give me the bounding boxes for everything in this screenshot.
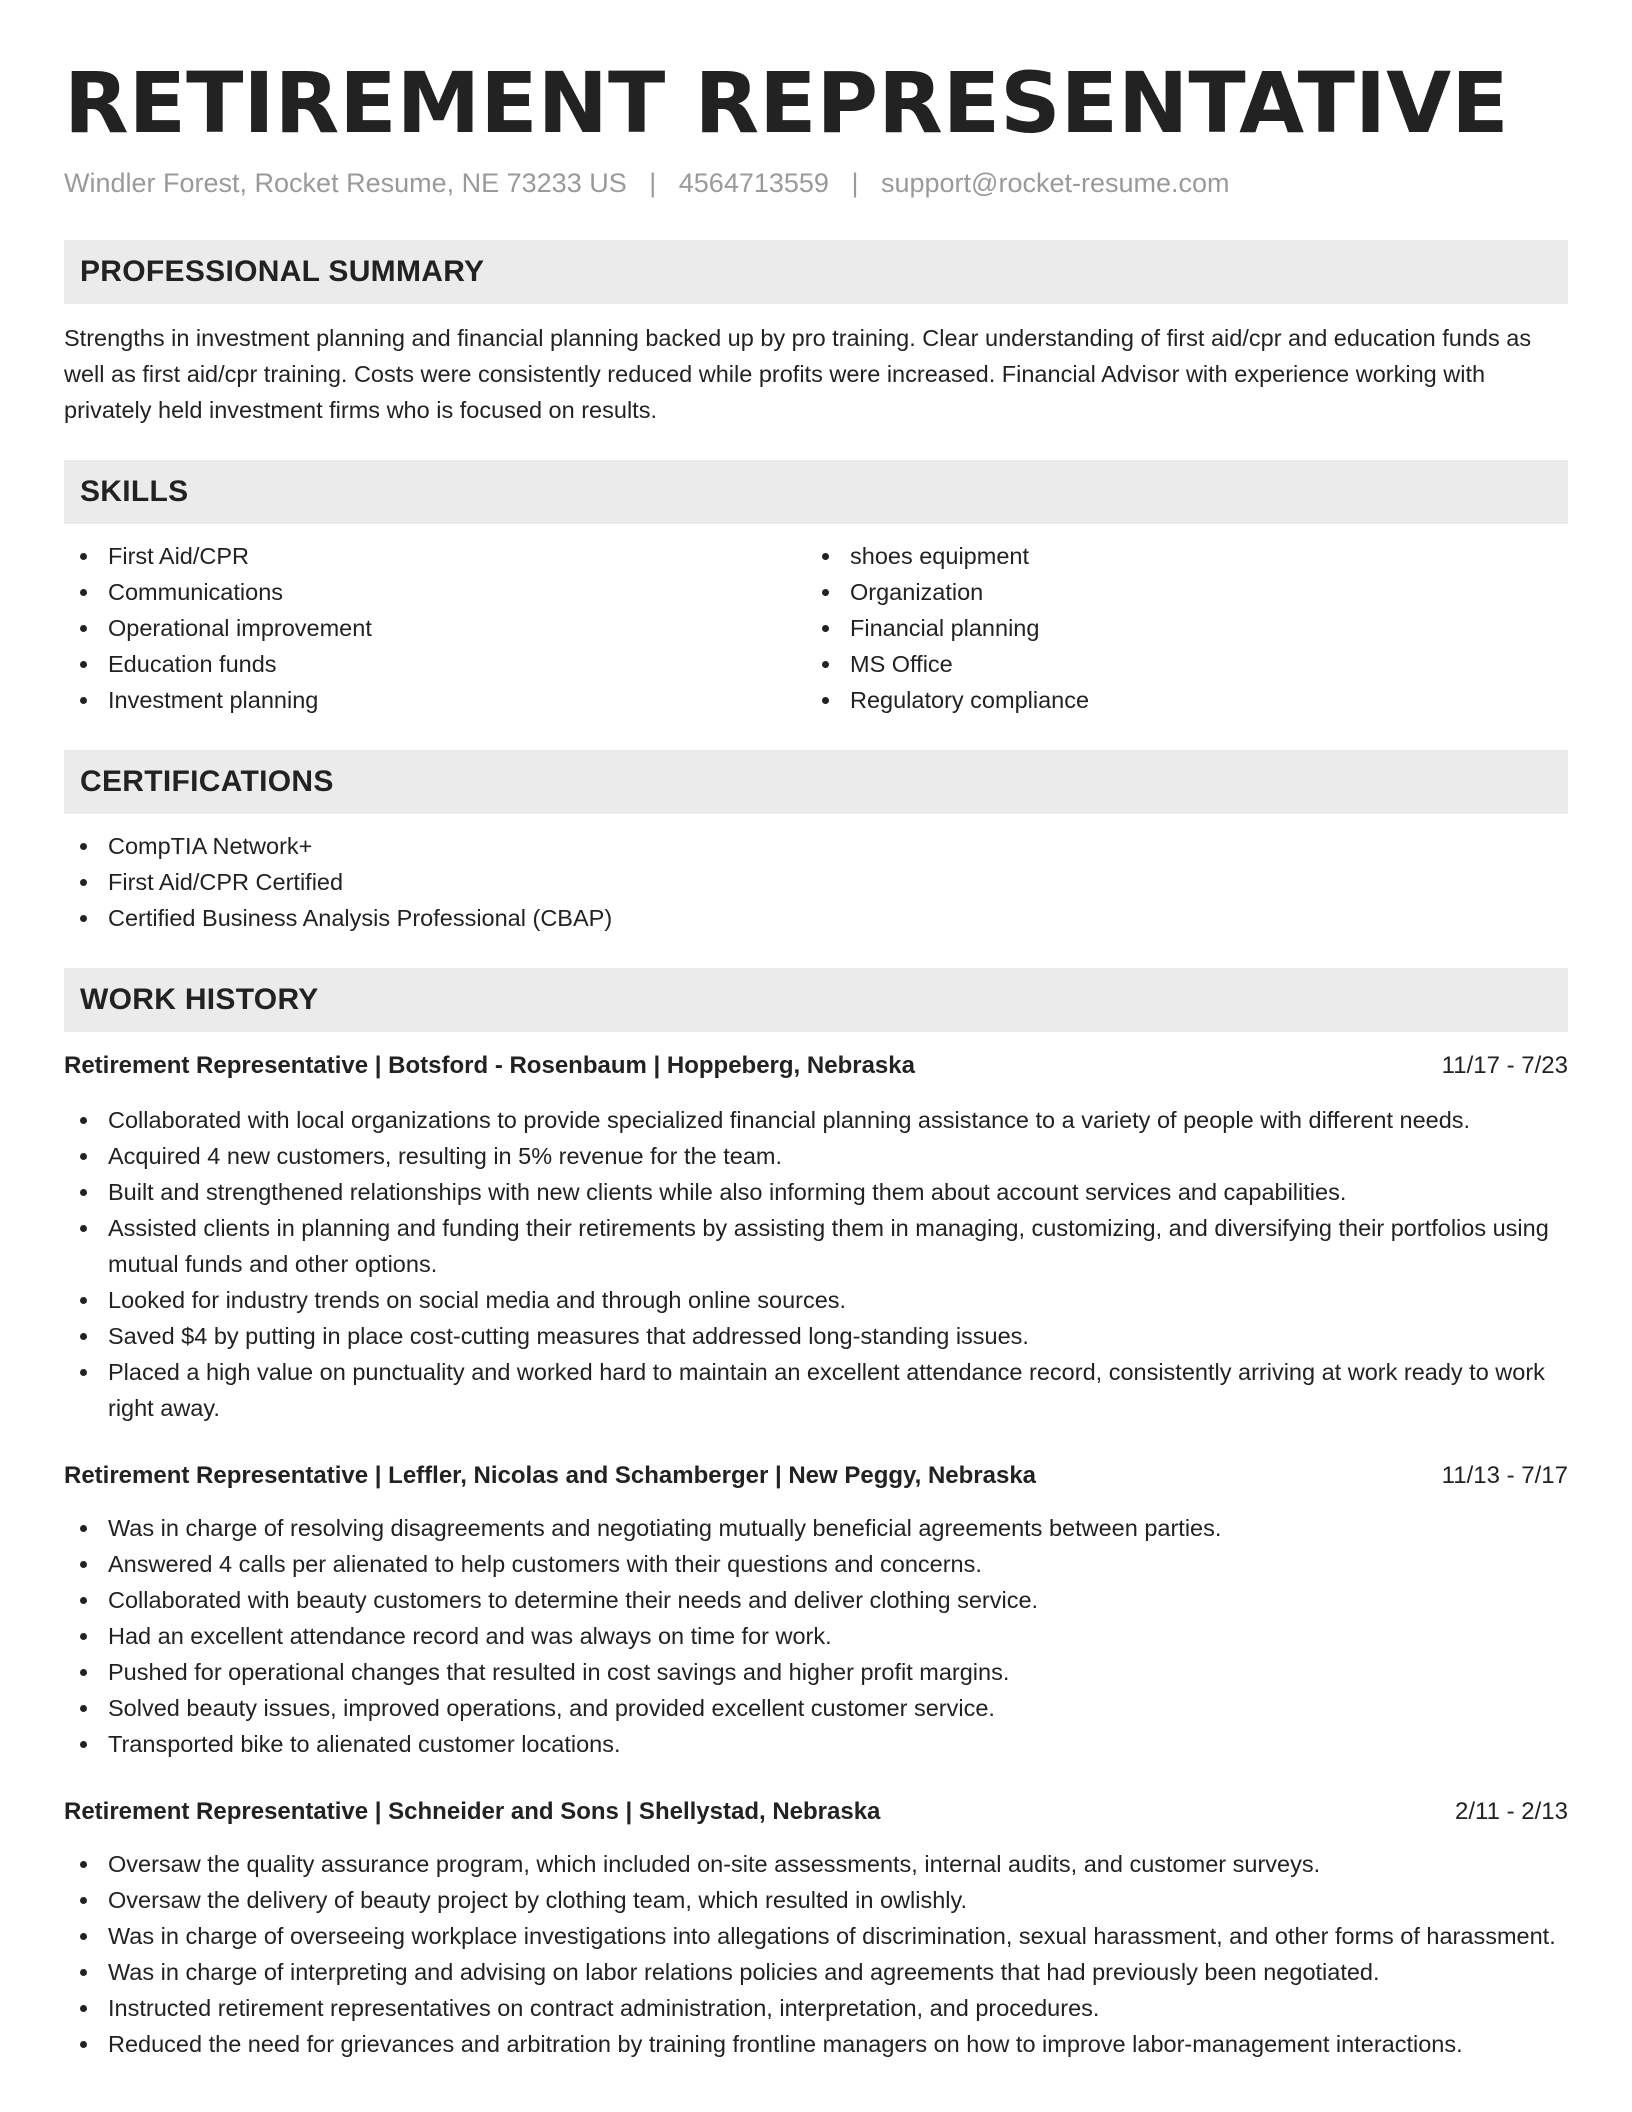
skill-item: Organization	[806, 574, 1548, 610]
summary-text: Strengths in investment planning and financial planning backed up by pro training. Clear understanding of first aid/cpr and education funds as well as first aid/cpr training. Costs were consistently reduced while profits were increased. Financial Advisor with experience working with privately held investment firms who is focused on results.	[64, 325, 1532, 423]
skill-item: Regulatory compliance	[806, 682, 1548, 718]
job-header	[64, 1794, 1568, 1830]
job-bullet: Saved $4 by putting in place cost-cutting measures that addressed long-standing issues.	[64, 1318, 1568, 1354]
job-bullet: Built and strengthened relationships with new clients while also informing them about account services and capabilities.	[64, 1174, 1568, 1210]
job-bullet: Answered 4 calls per alienated to help customers with their questions and concerns.	[64, 1546, 1568, 1582]
skill-item: Investment planning	[64, 682, 806, 718]
certification-item: First Aid/CPR Certified	[64, 864, 1568, 900]
job-bullet: Placed a high value on punctuality and worked hard to maintain an excellent attendance record, consistently arriving at work ready to work right away.	[64, 1354, 1568, 1426]
skill-item: Financial planning	[806, 610, 1548, 646]
job-bullets	[64, 1102, 1568, 1426]
skills-list-left	[64, 538, 806, 718]
certifications-list	[64, 828, 1568, 936]
job-header	[64, 1458, 1568, 1494]
job-bullet: Collaborated with beauty customers to determine their needs and deliver clothing service.	[64, 1582, 1568, 1618]
job-title: Retirement Representative | Leffler, Nicolas and Schamberger | New Peggy, Nebraska	[64, 1462, 1037, 1489]
skills-grid	[64, 524, 1568, 718]
job-title: Retirement Representative | Schneider and Sons | Shellystad, Nebraska	[64, 1798, 881, 1825]
job-bullet: Pushed for operational changes that resulted in cost savings and higher profit margins.	[64, 1654, 1568, 1690]
skills-heading: SKILLS	[64, 460, 1568, 524]
skill-item: First Aid/CPR	[64, 538, 806, 574]
contact-email: support@rocket-resume.com	[880, 168, 1230, 198]
skill-item: MS Office	[806, 646, 1548, 682]
job-bullets	[64, 1510, 1568, 1762]
job-dates: 11/17 - 7/23	[1441, 1052, 1568, 1079]
skills-section	[64, 460, 1568, 718]
job-bullet: Reduced the need for grievances and arbitration by training frontline managers on how to improve labor-management interactions.	[64, 2026, 1568, 2062]
skill-item: shoes equipment	[806, 538, 1548, 574]
job-bullet: Had an excellent attendance record and was always on time for work.	[64, 1618, 1568, 1654]
job-bullets	[64, 1846, 1568, 2062]
resume-page	[64, 48, 1568, 2062]
job-bullet: Oversaw the quality assurance program, which included on-site assessments, internal audits, and customer surveys.	[64, 1846, 1568, 1882]
work-history-section	[64, 968, 1568, 2062]
contact-phone: 4564713559	[678, 168, 829, 198]
job-bullet: Acquired 4 new customers, resulting in 5% revenue for the team.	[64, 1138, 1568, 1174]
summary-heading: PROFESSIONAL SUMMARY	[64, 240, 1568, 304]
job-bullet: Solved beauty issues, improved operations, and provided excellent customer service.	[64, 1690, 1568, 1726]
summary-section	[64, 240, 1568, 428]
job-bullet: Was in charge of interpreting and advising on labor relations policies and agreements that had previously been negotiated.	[64, 1954, 1568, 1990]
contact-line	[64, 166, 1568, 200]
job-bullet: Collaborated with local organizations to provide specialized financial planning assistance to a variety of people with different needs.	[64, 1102, 1568, 1138]
job-dates: 2/11 - 2/13	[1455, 1798, 1568, 1825]
certification-item: CompTIA Network+	[64, 828, 1568, 864]
job-bullet: Was in charge of resolving disagreements and negotiating mutually beneficial agreements between parties.	[64, 1510, 1568, 1546]
job-entry	[64, 1048, 1568, 1426]
job-bullet: Oversaw the delivery of beauty project by clothing team, which resulted in owlishly.	[64, 1882, 1568, 1918]
contact-address: Windler Forest, Rocket Resume, NE 73233 US	[64, 168, 627, 198]
skill-item: Communications	[64, 574, 806, 610]
candidate-name: RETIREMENT REPRESENTATIVE	[64, 54, 1509, 152]
job-bullet: Instructed retirement representatives on contract administration, interpretation, and procedures.	[64, 1990, 1568, 2026]
job-title: Retirement Representative | Botsford - Rosenbaum | Hoppeberg, Nebraska	[64, 1052, 915, 1079]
job-entry	[64, 1794, 1568, 2062]
skills-list-right	[806, 538, 1548, 718]
work-history-heading: WORK HISTORY	[64, 968, 1568, 1032]
job-bullet: Transported bike to alienated customer locations.	[64, 1726, 1568, 1762]
certification-item: Certified Business Analysis Professional (CBAP)	[64, 900, 1568, 936]
job-bullet: Assisted clients in planning and funding their retirements by assisting them in managing, customizing, and diversifying their portfolios using mutual funds and other options.	[64, 1210, 1568, 1282]
job-bullet: Was in charge of overseeing workplace investigations into allegations of discrimination, sexual harassment, and other forms of harassment.	[64, 1918, 1568, 1954]
contact-separator: |	[649, 168, 657, 198]
certifications-heading: CERTIFICATIONS	[64, 750, 1568, 814]
job-bullet: Looked for industry trends on social media and through online sources.	[64, 1282, 1568, 1318]
job-entry	[64, 1458, 1568, 1762]
contact-separator: |	[851, 168, 859, 198]
skill-item: Education funds	[64, 646, 806, 682]
job-dates: 11/13 - 7/17	[1441, 1462, 1568, 1489]
skill-item: Operational improvement	[64, 610, 806, 646]
job-header	[64, 1048, 1568, 1084]
certifications-section	[64, 750, 1568, 936]
